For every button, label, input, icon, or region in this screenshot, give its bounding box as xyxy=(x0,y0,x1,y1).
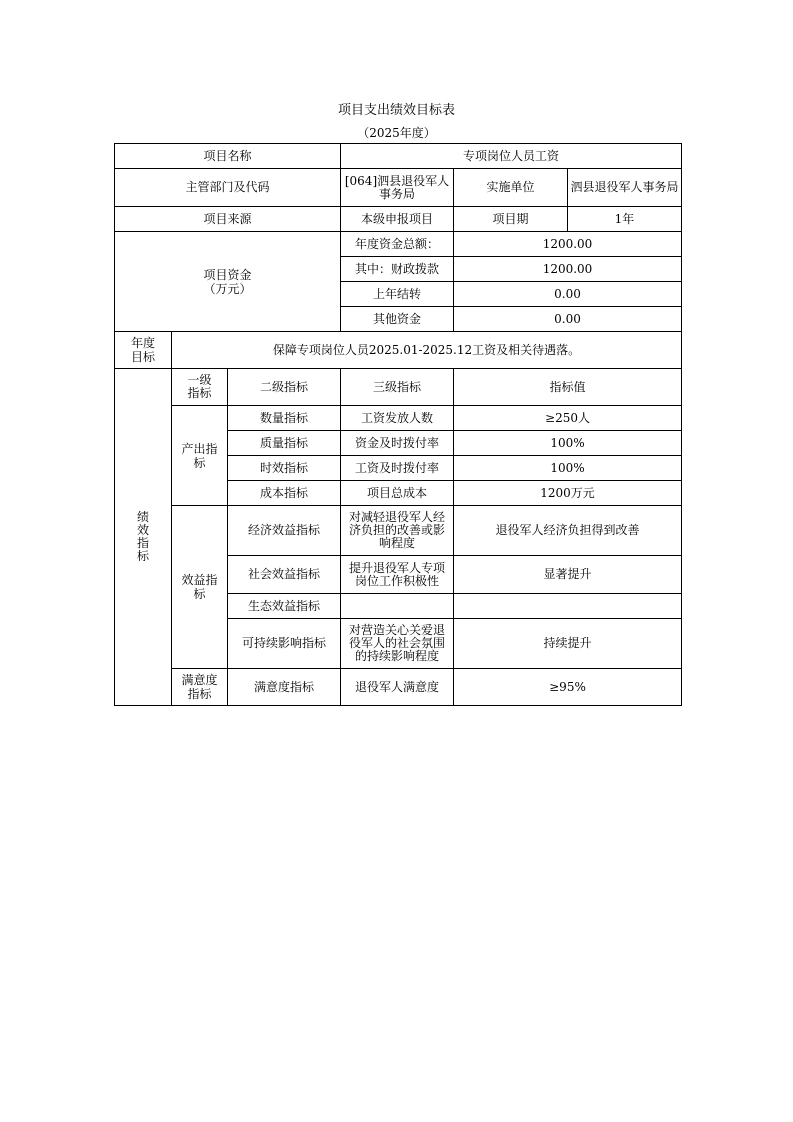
indicator-value: 1200万元 xyxy=(454,481,682,506)
header-value: 指标值 xyxy=(454,369,682,406)
fund-label: 其他资金 xyxy=(341,307,454,332)
indicator-level3: 资金及时拨付率 xyxy=(341,431,454,456)
indicator-level2: 满意度指标 xyxy=(228,669,341,706)
indicator-level3: 提升退役军人专项 岗位工作积极性 xyxy=(341,556,454,594)
fund-label: 其中：财政拨款 xyxy=(341,257,454,282)
row-annual-goal xyxy=(115,332,682,369)
indicator-level3: 工资及时拨付率 xyxy=(341,456,454,481)
row-indicator-header xyxy=(115,369,682,406)
row-fund-total xyxy=(115,232,682,257)
project-name-value: 专项岗位人员工资 xyxy=(341,144,682,169)
fund-label: 年度资金总额： xyxy=(341,232,454,257)
indicator-level2: 生态效益指标 xyxy=(228,594,341,619)
performance-table xyxy=(114,143,682,706)
output-indicator-label: 产出指 标 xyxy=(172,406,228,506)
indicator-value: 显著提升 xyxy=(454,556,682,594)
fund-label: 上年结转 xyxy=(341,282,454,307)
fund-value: 1200.00 xyxy=(454,257,682,282)
indicator-level3: 工资发放人数 xyxy=(341,406,454,431)
header-level2: 二级指标 xyxy=(228,369,341,406)
funds-label: 项目资金 （万元） xyxy=(115,232,341,332)
indicator-level2: 时效指标 xyxy=(228,456,341,481)
indicator-level2: 社会效益指标 xyxy=(228,556,341,594)
benefit-indicator-label: 效益指 标 xyxy=(172,506,228,669)
source-label: 项目来源 xyxy=(115,207,341,232)
indicator-level3: 退役军人满意度 xyxy=(341,669,454,706)
satisfaction-indicator-label: 满意度 指标 xyxy=(172,669,228,706)
indicator-level3: 项目总成本 xyxy=(341,481,454,506)
period-label: 项目期 xyxy=(454,207,568,232)
indicator-value: ≥250人 xyxy=(454,406,682,431)
fund-value: 1200.00 xyxy=(454,232,682,257)
indicator-level3 xyxy=(341,594,454,619)
indicator-value: 退役军人经济负担得到改善 xyxy=(454,506,682,556)
indicator-level3: 对营造关心关爱退 役军人的社会氛围 的持续影响程度 xyxy=(341,619,454,669)
indicator-level2: 质量指标 xyxy=(228,431,341,456)
fund-value: 0.00 xyxy=(454,282,682,307)
project-name-label: 项目名称 xyxy=(115,144,341,169)
indicator-level2: 成本指标 xyxy=(228,481,341,506)
row-project-name xyxy=(115,144,682,169)
indicator-level2: 可持续影响指标 xyxy=(228,619,341,669)
indicators-section-label: 绩 效 指 标 xyxy=(115,369,172,706)
goal-text: 保障专项岗位人员2025.01-2025.12工资及相关待遇落。 xyxy=(172,332,682,369)
indicator-value: ≥95% xyxy=(454,669,682,706)
row-output-quantity xyxy=(115,406,682,431)
header-level1: 一级 指标 xyxy=(172,369,228,406)
row-benefit-economic xyxy=(115,506,682,556)
row-department xyxy=(115,169,682,207)
indicator-value: 100% xyxy=(454,456,682,481)
indicator-value xyxy=(454,594,682,619)
indicator-level3: 对减轻退役军人经 济负担的改善或影 响程度 xyxy=(341,506,454,556)
indicator-level2: 经济效益指标 xyxy=(228,506,341,556)
page-subtitle: （2025年度） xyxy=(357,126,436,140)
source-value: 本级申报项目 xyxy=(341,207,454,232)
period-value: 1年 xyxy=(568,207,682,232)
row-source xyxy=(115,207,682,232)
implementer-label: 实施单位 xyxy=(454,169,568,207)
indicator-level2: 数量指标 xyxy=(228,406,341,431)
indicator-value: 100% xyxy=(454,431,682,456)
page-title: 项目支出绩效目标表 xyxy=(337,103,455,118)
department-value: [064]泗县退役军人事务局 xyxy=(341,169,454,207)
indicator-value: 持续提升 xyxy=(454,619,682,669)
goal-label: 年度 目标 xyxy=(115,332,172,369)
fund-value: 0.00 xyxy=(454,307,682,332)
implementer-value: 泗县退役军人事务局 xyxy=(568,169,682,207)
header-level3: 三级指标 xyxy=(341,369,454,406)
row-satisfaction xyxy=(115,669,682,706)
department-label: 主管部门及代码 xyxy=(115,169,341,207)
